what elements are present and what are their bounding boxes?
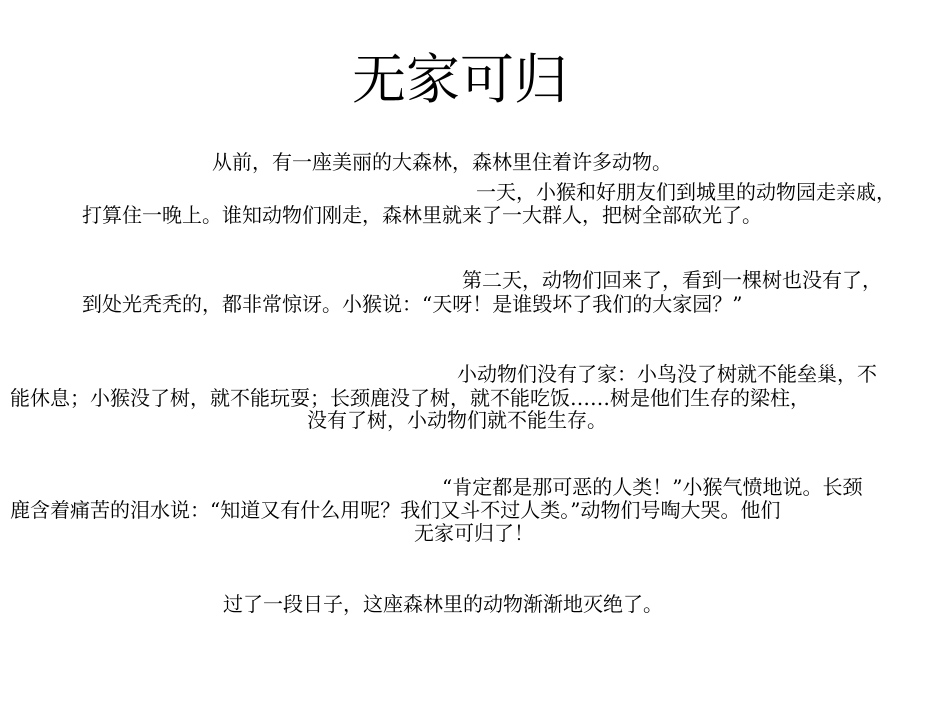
paragraph-3-line-2: 到处光秃秃的，都非常惊讶。小猴说：“天呀！是谁毁坏了我们的大家园？” <box>82 292 743 316</box>
paragraph-2-line-1: 一天，小猴和好朋友们到城里的动物园走亲戚， <box>476 180 896 204</box>
paragraph-4-line-2: 能休息；小猴没了树，就不能玩耍；长颈鹿没了树，就不能吃饭……树是他们生存的梁柱， <box>10 386 810 410</box>
paragraph-5-line-2: 鹿含着痛苦的泪水说：“知道又有什么用呢？我们又斗不过人类。”动物们号啕大哭。他们 <box>10 498 781 522</box>
paragraph-2-line-2: 打算住一晚上。谁知动物们刚走，森林里就来了一大群人，把树全部砍光了。 <box>82 203 762 227</box>
paragraph-1: 从前，有一座美丽的大森林，森林里住着许多动物。 <box>212 150 672 174</box>
paragraph-4-line-1: 小动物们没有了家：小鸟没了树就不能垒巢，不 <box>457 362 877 386</box>
paragraph-5-line-1: “肯定都是那可恶的人类！”小猴气愤地说。长颈 <box>442 475 863 499</box>
paragraph-3-line-1: 第二天，动物们回来了，看到一棵树也没有了， <box>462 268 882 292</box>
page-title: 无家可归 <box>352 48 568 111</box>
paragraph-5-line-3: 无家可归了！ <box>414 521 534 545</box>
paragraph-4-line-3: 没有了树，小动物们就不能生存。 <box>307 408 607 432</box>
paragraph-6: 过了一段日子，这座森林里的动物渐渐地灭绝了。 <box>223 592 663 616</box>
